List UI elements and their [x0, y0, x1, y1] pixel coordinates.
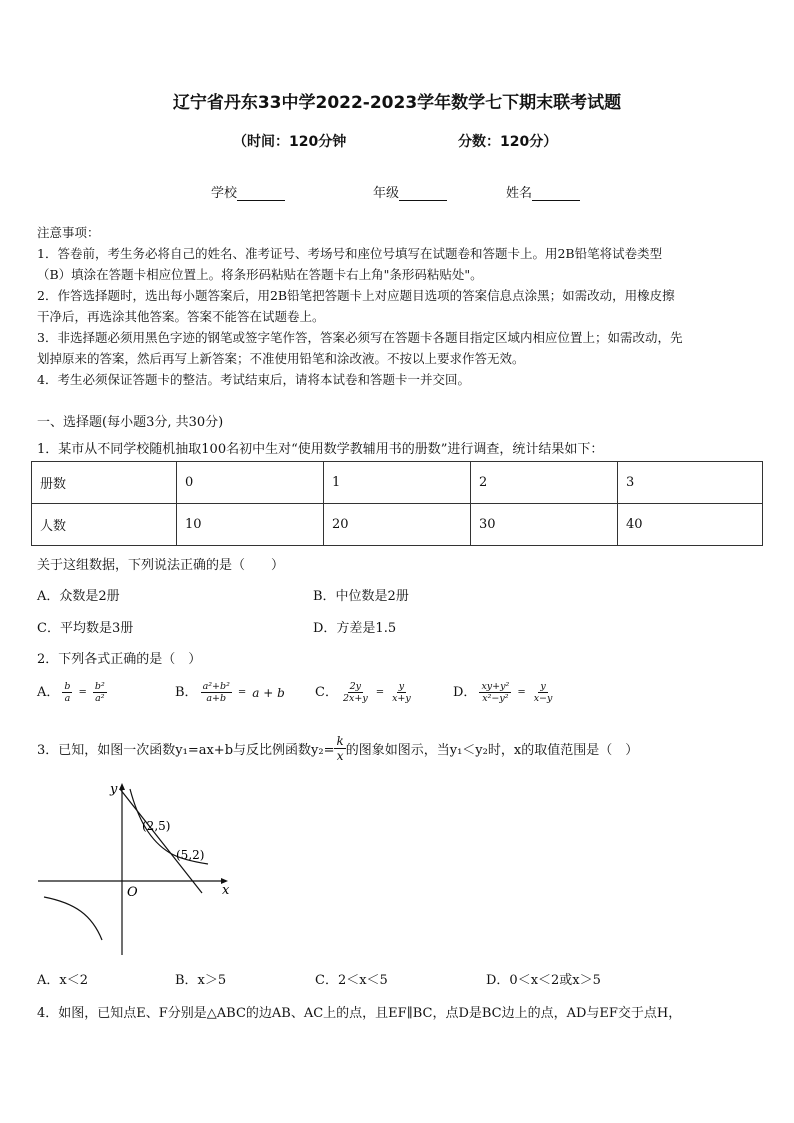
school-label: 学校: [211, 186, 238, 201]
school-blank: [237, 188, 285, 201]
note-line: 1．答卷前，考生务必将自己的姓名、准考证号、考场号和座位号填写在试题卷和答题卡上。用2B铅笔将试卷类型: [37, 246, 663, 261]
fraction: [93, 681, 107, 704]
name-label: 姓名: [506, 186, 533, 201]
denominator: x²−y²: [482, 693, 509, 704]
option-label: C．: [315, 685, 338, 700]
note-line: 划掉原来的答案，然后再写上新答案；不准使用铅笔和涂改液。不按以上要求作答无效。: [37, 351, 525, 366]
grade-label: 年级: [373, 186, 400, 201]
option-d[interactable]: [453, 681, 554, 704]
fraction: [390, 681, 413, 704]
linear-function-line: [120, 789, 205, 893]
q3-stem: [37, 734, 638, 763]
option-d[interactable]: D．0＜x＜2或x＞5: [486, 973, 601, 988]
section-heading: 一、选择题(每小题3分, 共30分): [37, 415, 224, 430]
option-a[interactable]: A．众数是2册: [37, 589, 120, 604]
table-row: [32, 504, 763, 546]
table-cell: 3: [618, 462, 763, 504]
option-a[interactable]: [37, 681, 107, 704]
numerator: xy+y²: [481, 681, 510, 692]
fraction: [62, 681, 72, 704]
denominator: x+y: [392, 693, 411, 704]
equals-sign: =: [78, 687, 87, 698]
numerator: b: [64, 681, 71, 692]
q1-table: [31, 461, 763, 546]
q3-stem-a: 3．已知，如图一次函数y₁=ax+b与反比例函数y₂=: [37, 743, 335, 758]
fraction: [479, 681, 511, 704]
grade-field: [373, 182, 447, 201]
fraction: [341, 681, 370, 704]
denominator: a²: [95, 693, 105, 704]
equals-sign: =: [375, 687, 385, 698]
denominator: a: [64, 693, 71, 704]
option-label: A．: [37, 685, 60, 700]
table-cell: 2: [471, 462, 618, 504]
denominator: x: [336, 749, 344, 763]
q3-stem-b: 的图象如图示，当y₁＜y₂时，x的取值范围是（ ）: [345, 743, 639, 758]
denominator: x−y: [533, 693, 553, 704]
table-cell: 册数: [32, 462, 177, 504]
fraction: [532, 681, 555, 704]
fraction: [201, 681, 232, 704]
table-row: [32, 462, 763, 504]
note-line: 2．作答选择题时，选出每小题答案后，用2B铅笔把答题卡上对应题目选项的答案信息点涂黑；如需改动，用橡皮擦: [37, 288, 675, 303]
point-label: (2,5): [142, 819, 171, 833]
y-axis-arrow: [119, 783, 125, 790]
grade-blank: [399, 188, 447, 201]
option-c[interactable]: C．2＜x＜5: [315, 973, 388, 988]
numerator: 2y: [349, 681, 362, 692]
table-cell: 30: [471, 504, 618, 546]
x-axis-label: x: [222, 883, 230, 898]
score-label: 分数：120分）: [458, 134, 558, 150]
option-b[interactable]: [175, 681, 285, 704]
numerator: y: [398, 681, 405, 692]
hyperbola-branch-left: [44, 897, 102, 940]
name-field: [506, 182, 580, 201]
name-blank: [532, 188, 580, 201]
table-cell: 人数: [32, 504, 177, 546]
denominator: a+b: [206, 693, 227, 704]
option-c[interactable]: C．平均数是3册: [37, 621, 134, 636]
denominator: 2x+y: [342, 693, 368, 704]
y-axis-label: y: [110, 782, 118, 797]
q1-question: 关于这组数据，下列说法正确的是（ ）: [37, 558, 285, 573]
table-cell: 40: [618, 504, 763, 546]
notes-heading: 注意事项：: [37, 225, 100, 240]
note-line: （B）填涂在答题卡相应位置上。将条形码粘贴在答题卡右上角"条形码粘贴处"。: [37, 267, 483, 282]
note-line: 干净后，再选涂其他答案。答案不能答在试题卷上。: [37, 309, 325, 324]
expression: a + b: [252, 685, 285, 700]
page-title: 辽宁省丹东33中学2022-2023学年数学七下期末联考试题: [172, 93, 622, 113]
numerator: a²+b²: [202, 681, 230, 692]
table-cell: 10: [177, 504, 324, 546]
q2-stem: 2．下列各式正确的是（ ）: [37, 652, 202, 667]
option-c[interactable]: [315, 681, 413, 704]
numerator: k: [336, 734, 344, 748]
time-label: （时间：120分钟: [233, 134, 347, 150]
option-d[interactable]: D．方差是1.5: [313, 621, 397, 636]
point-label: (5,2): [176, 848, 205, 862]
table-cell: 0: [177, 462, 324, 504]
numerator: y: [540, 681, 546, 692]
school-field: [211, 182, 285, 201]
option-label: D．: [453, 685, 477, 700]
q4-stem: 4．如图，已知点E、F分别是△ABC的边AB、AC上的点，且EF∥BC，点D是BC边上的点，AD与EF交于点H，: [37, 1006, 682, 1021]
option-b[interactable]: B．中位数是2册: [313, 589, 409, 604]
note-line: 3．非选择题必须用黑色字迹的钢笔或签字笔作答，答案必须写在答题卡各题目指定区域内相应位置上；如需改动，先: [37, 330, 683, 345]
option-a[interactable]: A．x＜2: [37, 973, 88, 988]
fraction: [334, 734, 345, 763]
table-cell: 20: [324, 504, 471, 546]
numerator: b²: [94, 681, 105, 692]
function-graph: [30, 775, 245, 960]
note-line: 4．考生必须保证答题卡的整洁。考试结束后，请将本试卷和答题卡一并交回。: [37, 372, 470, 387]
equals-sign: =: [237, 687, 247, 698]
q1-stem: 1．某市从不同学校随机抽取100名初中生对“使用数学教辅用书的册数”进行调查，统计结果如下：: [37, 442, 604, 457]
equals-sign: =: [517, 687, 526, 698]
table-cell: 1: [324, 462, 471, 504]
option-label: B．: [175, 685, 198, 700]
option-b[interactable]: B．x＞5: [175, 973, 227, 988]
origin-label: O: [127, 885, 138, 900]
